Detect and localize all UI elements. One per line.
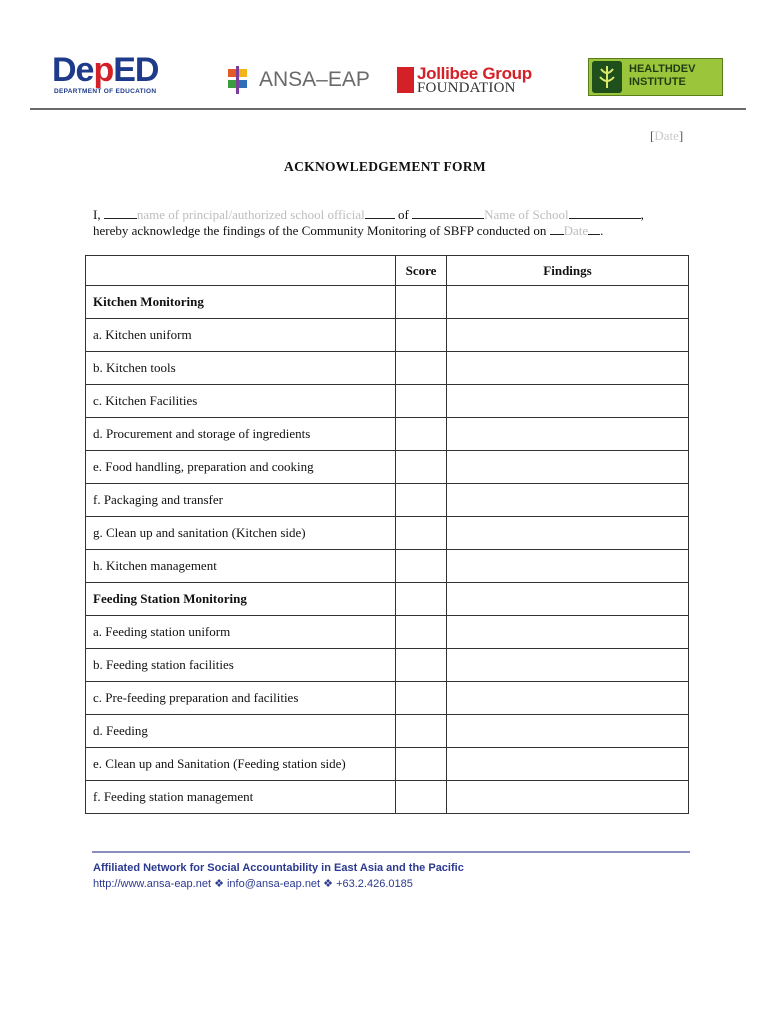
findings-cell[interactable]: [447, 517, 689, 550]
healthdev-line1: HEALTHDEV: [629, 63, 696, 75]
score-cell[interactable]: [396, 550, 447, 583]
score-cell[interactable]: [396, 418, 447, 451]
date-placeholder: Date: [654, 128, 679, 143]
table-row: [86, 352, 689, 385]
criterion-label: f. Packaging and transfer: [86, 484, 396, 517]
score-cell[interactable]: [396, 451, 447, 484]
footer-contact: http://www.ansa-eap.net ❖ info@ansa-eap.net ❖ +63.2.426.0185: [93, 878, 413, 890]
table-row: [86, 682, 689, 715]
findings-cell[interactable]: [447, 550, 689, 583]
criterion-label: a. Feeding station uniform: [86, 616, 396, 649]
findings-header: Findings: [447, 256, 689, 286]
table-row: [86, 781, 689, 814]
jollibee-foundation-logo: [397, 64, 542, 98]
findings-cell[interactable]: [447, 748, 689, 781]
footer-org: Affiliated Network for Social Accountability in East Asia and the Pacific: [93, 862, 464, 874]
healthdev-mark-icon: [592, 61, 622, 93]
criterion-label: a. Kitchen uniform: [86, 319, 396, 352]
table-row: [86, 649, 689, 682]
principal-name-field[interactable]: name of principal/authorized school official: [136, 207, 365, 222]
score-cell[interactable]: [396, 319, 447, 352]
header-divider: [30, 108, 746, 110]
score-cell[interactable]: [396, 583, 447, 616]
form-title: ACKNOWLEDGEMENT FORM: [284, 159, 486, 174]
table-row: [86, 550, 689, 583]
table-header-row: [86, 256, 689, 286]
criterion-label: e. Food handling, preparation and cooking: [86, 451, 396, 484]
findings-cell[interactable]: [447, 682, 689, 715]
criterion-label: d. Feeding: [86, 715, 396, 748]
acknowledgement-text: I, name of principal/authorized school official of Name of School , hereby acknowledge the findings of the Community Monitoring of SBFP conducted on Date .: [93, 207, 644, 238]
healthdev-logo: [588, 58, 723, 96]
findings-table: [85, 255, 689, 814]
deped-subtitle: DEPARTMENT OF EDUCATION: [54, 88, 157, 95]
table-section-row: [86, 583, 689, 616]
findings-cell[interactable]: [447, 583, 689, 616]
criterion-label: c. Pre-feeding preparation and facilities: [86, 682, 396, 715]
table-row: [86, 418, 689, 451]
jollibee-line2: FOUNDATION: [417, 80, 516, 96]
school-name-field[interactable]: Name of School: [484, 207, 569, 222]
table-row: [86, 715, 689, 748]
ansa-text: ANSA–EAP: [259, 68, 370, 91]
findings-cell[interactable]: [447, 319, 689, 352]
findings-cell[interactable]: [447, 649, 689, 682]
score-cell[interactable]: [396, 385, 447, 418]
criterion-label: d. Procurement and storage of ingredients: [86, 418, 396, 451]
deped-logo: [52, 52, 170, 98]
findings-cell[interactable]: [447, 781, 689, 814]
ansa-mark-icon: [225, 66, 253, 94]
findings-cell[interactable]: [447, 451, 689, 484]
section-label: Feeding Station Monitoring: [86, 583, 396, 616]
score-cell[interactable]: [396, 484, 447, 517]
section-label: Kitchen Monitoring: [86, 286, 396, 319]
jollibee-mark-icon: [397, 67, 414, 93]
score-cell[interactable]: [396, 715, 447, 748]
table-row: [86, 451, 689, 484]
score-cell[interactable]: [396, 649, 447, 682]
findings-cell[interactable]: [447, 715, 689, 748]
item-header: [86, 256, 396, 286]
jollibee-line1: Jollibee Group: [417, 64, 532, 83]
deped-wordmark: DepED: [52, 51, 159, 89]
table-row: [86, 385, 689, 418]
criterion-label: g. Clean up and sanitation (Kitchen side): [86, 517, 396, 550]
conduct-date-field[interactable]: Date: [563, 223, 589, 238]
score-header: Score: [396, 256, 447, 286]
table-section-row: [86, 286, 689, 319]
score-cell[interactable]: [396, 748, 447, 781]
table-row: [86, 748, 689, 781]
criterion-label: h. Kitchen management: [86, 550, 396, 583]
header-logos: [0, 0, 770, 110]
findings-cell[interactable]: [447, 418, 689, 451]
table-row: [86, 319, 689, 352]
findings-cell[interactable]: [447, 484, 689, 517]
criterion-label: c. Kitchen Facilities: [86, 385, 396, 418]
score-cell[interactable]: [396, 616, 447, 649]
criterion-label: b. Feeding station facilities: [86, 649, 396, 682]
footer-divider: [92, 851, 690, 853]
criterion-label: f. Feeding station management: [86, 781, 396, 814]
score-cell[interactable]: [396, 517, 447, 550]
criterion-label: e. Clean up and Sanitation (Feeding station side): [86, 748, 396, 781]
findings-cell[interactable]: [447, 286, 689, 319]
score-cell[interactable]: [396, 352, 447, 385]
healthdev-line2: INSTITUTE: [629, 76, 686, 88]
findings-cell[interactable]: [447, 352, 689, 385]
table-row: [86, 517, 689, 550]
date-field[interactable]: [Date]: [650, 128, 684, 143]
table-row: [86, 616, 689, 649]
criterion-label: b. Kitchen tools: [86, 352, 396, 385]
findings-cell[interactable]: [447, 385, 689, 418]
score-cell[interactable]: [396, 781, 447, 814]
score-cell[interactable]: [396, 286, 447, 319]
table-row: [86, 484, 689, 517]
score-cell[interactable]: [396, 682, 447, 715]
findings-cell[interactable]: [447, 616, 689, 649]
